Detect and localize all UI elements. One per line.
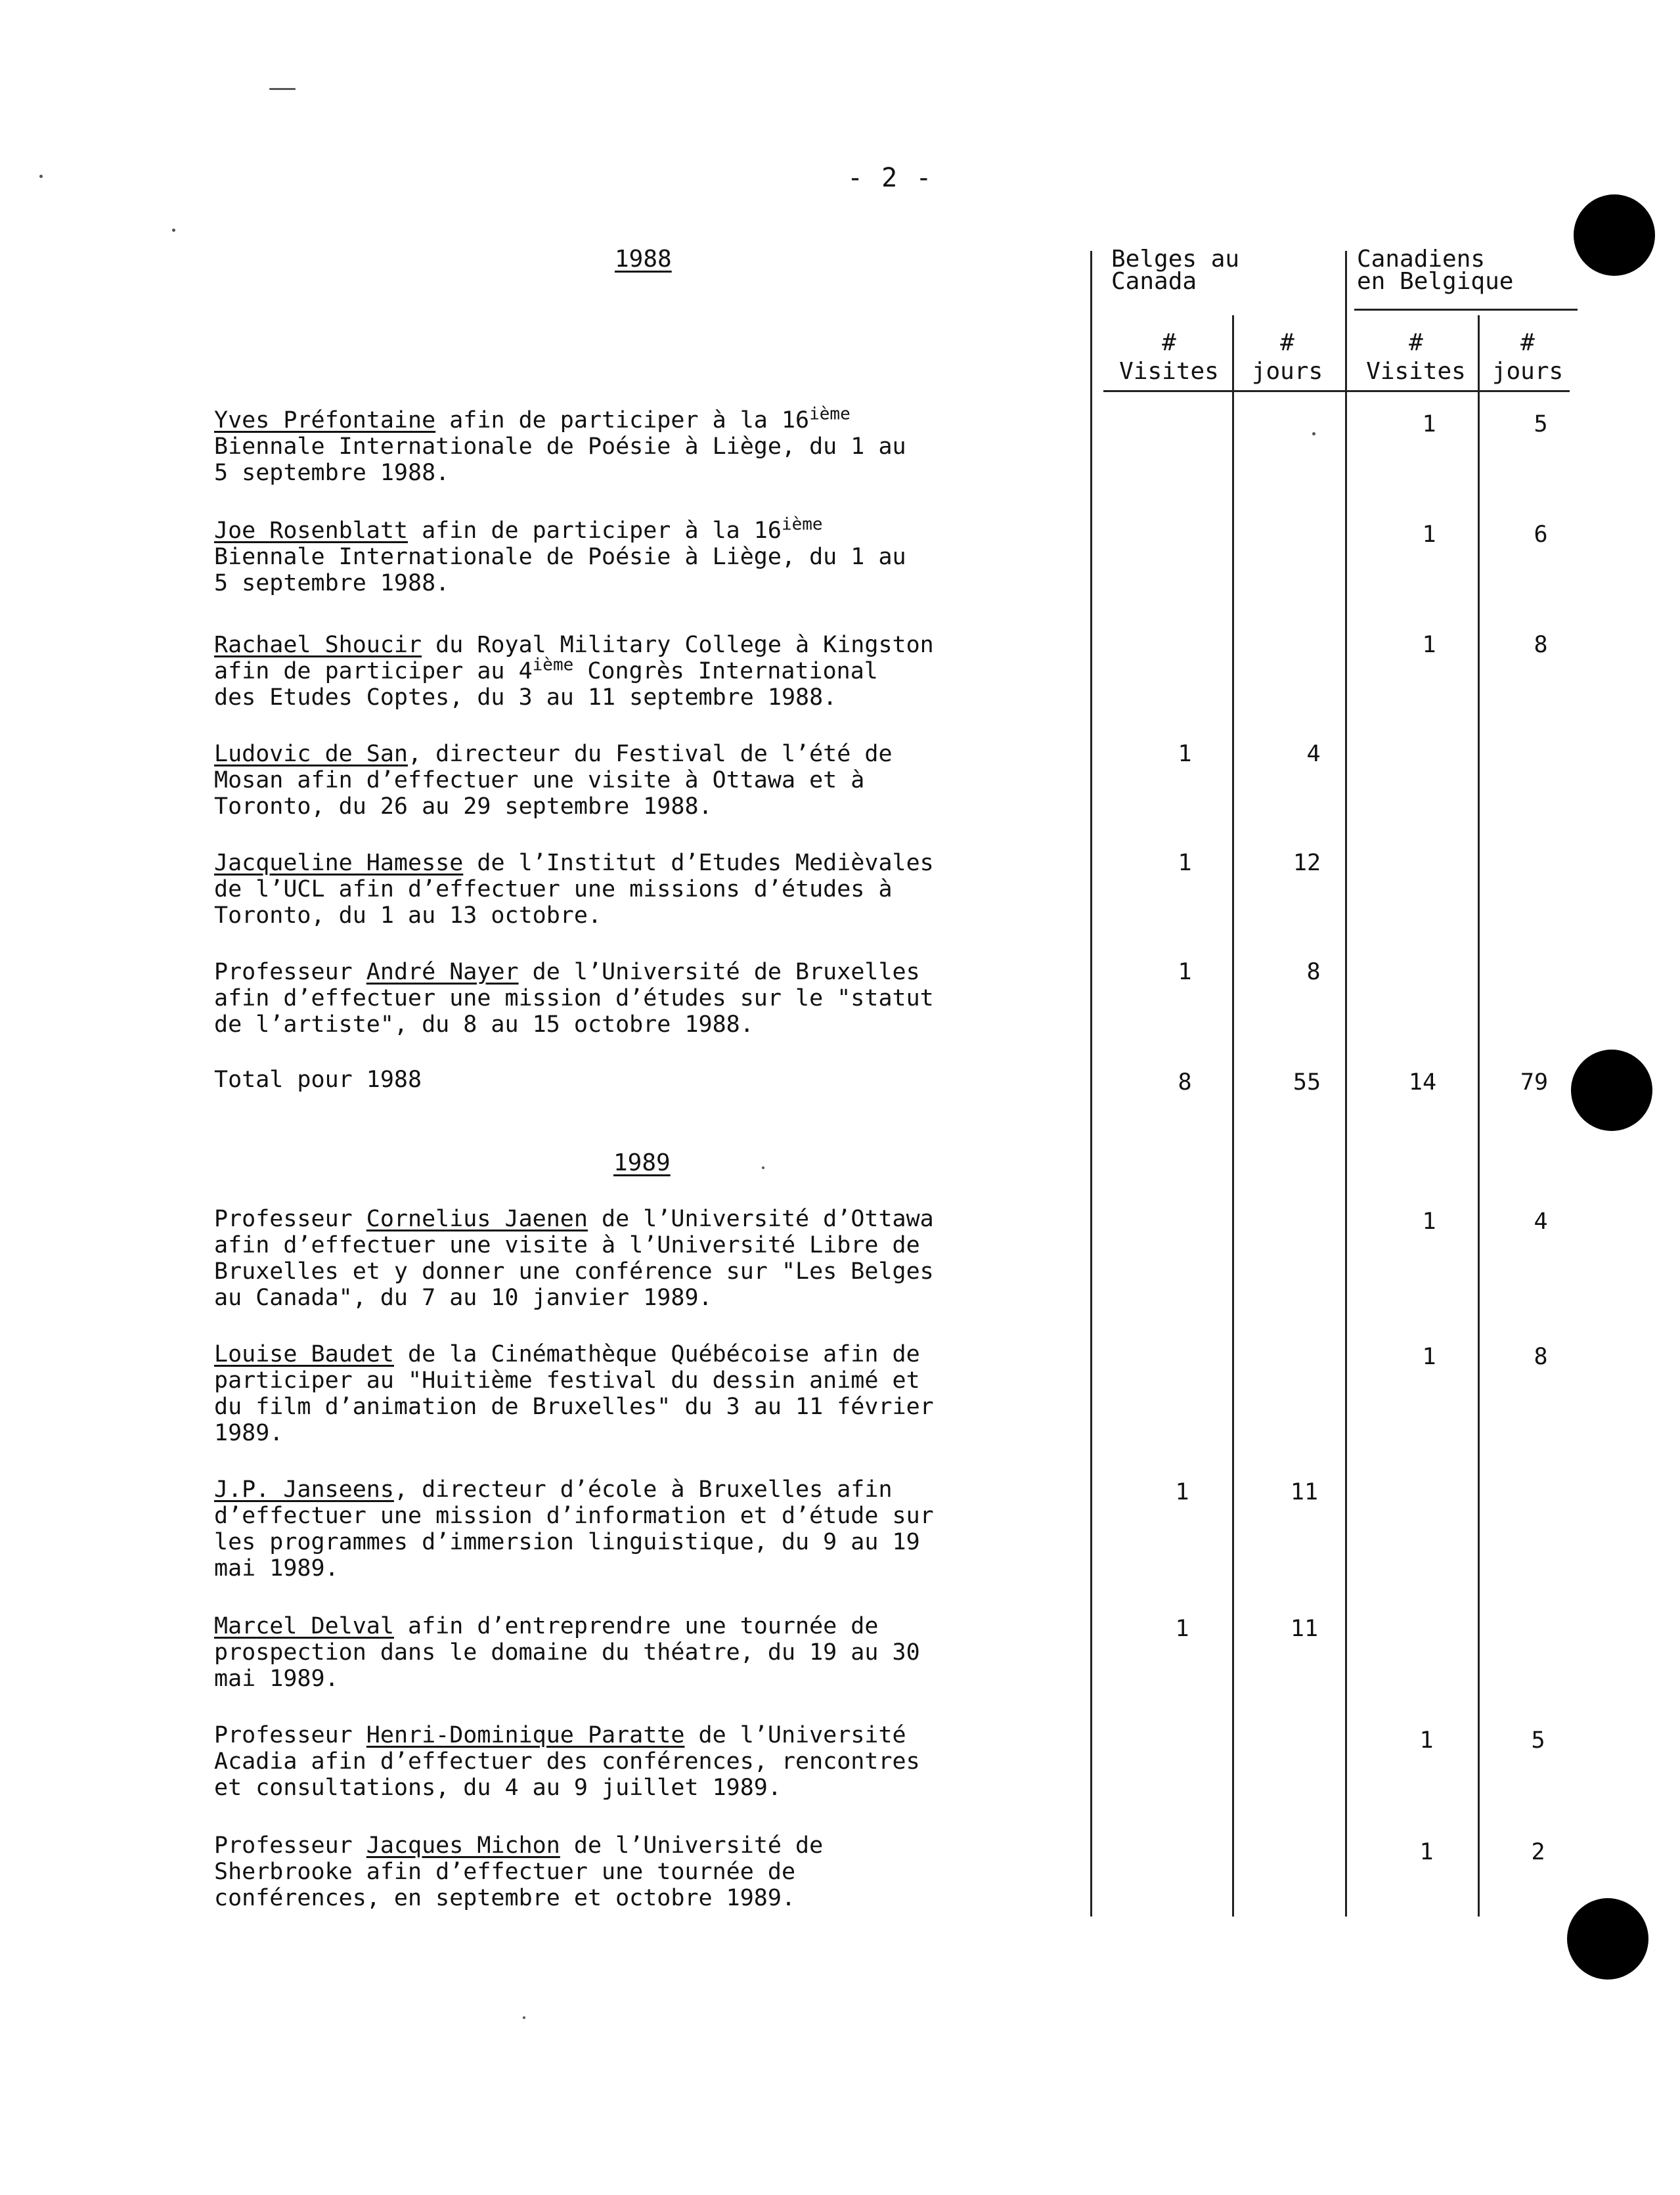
entry-1988-4 — [214, 741, 1088, 820]
header-canadiens-en-belgique: Canadiens en Belgique — [1357, 246, 1514, 295]
entry-1988-4-bc-visits: 1 — [1178, 741, 1192, 767]
entry-person-name: Ludovic de San — [214, 741, 409, 767]
entry-person-name: Yves Préfontaine — [214, 407, 436, 433]
year-heading-1989: 1989 — [613, 1149, 671, 1176]
year-heading-1988: 1988 — [615, 246, 672, 273]
entry-person-name: J.P. Janseens — [214, 1476, 394, 1503]
entry-person-name: Louise Baudet — [214, 1341, 394, 1367]
page-number: - 2 - — [847, 163, 933, 193]
entry-1988-6 — [214, 959, 1088, 1038]
entry-1989-5-cb-days: 5 — [1531, 1727, 1545, 1754]
entry-1988-5-bc-visits: 1 — [1178, 850, 1192, 876]
entry-prefix: Professeur — [214, 1832, 366, 1859]
entry-text: de l’Université de Sherbrooke afin d’effectuer une tournée de conférences, en septembre et octobre 1989. — [214, 1832, 824, 1911]
entry-rest: Biennale Internationale de Poésie à Liège, du 1 au 5 septembre 1988. — [214, 544, 906, 596]
entry-1989-2-cb-days: 8 — [1534, 1344, 1548, 1370]
entry-text: de l’Université d’Ottawa afin d’effectuer une visite à l’Université Libre de Bruxelles et y donner une conférence sur "Les Belges au Canada", du 7 au 10 janvier 1989. — [214, 1206, 934, 1311]
entry-1989-4-bc-days: 11 — [1290, 1616, 1319, 1642]
binder-hole-bottom — [1567, 1898, 1648, 1980]
entry-1989-5 — [214, 1722, 1088, 1801]
entry-1989-6-cb-days: 2 — [1531, 1839, 1545, 1865]
entry-superscript: ième — [809, 404, 851, 424]
entry-1988-3 — [214, 632, 1088, 711]
binder-hole-middle — [1571, 1050, 1652, 1131]
header-bc-days: # jours — [1251, 329, 1323, 385]
entry-text: de l’Institut d’Etudes Medièvales de l’UCL afin d’effectuer une missions d’études à Toronto, du 1 au 13 octobre. — [214, 850, 934, 929]
scan-speck — [269, 88, 296, 90]
entry-1989-1-cb-visits: 1 — [1422, 1208, 1436, 1235]
entry-text: de l’Université Acadia afin d’effectuer des conférences, rencontres et consultations, du 4 au 9 juillet 1989. — [214, 1722, 920, 1801]
entry-1989-2 — [214, 1341, 1088, 1446]
entry-1989-2-cb-visits: 1 — [1422, 1344, 1436, 1370]
entry-1989-6 — [214, 1832, 1088, 1911]
entry-prefix: Professeur — [214, 959, 366, 985]
entry-rest: Congrès International des Etudes Coptes, du 3 au 11 septembre 1988. — [214, 658, 878, 711]
scan-speck — [1312, 432, 1315, 435]
entry-text: du Royal Military College à Kingston afin de participer au 4 — [214, 632, 934, 684]
entry-1988-5 — [214, 850, 1088, 929]
entry-person-name: Jacques Michon — [366, 1832, 560, 1859]
entry-1988-2-cb-visits: 1 — [1422, 521, 1436, 548]
entry-text: , directeur d’école à Bruxelles afin d’effectuer une mission d’information et d’étude sur les programmes d’immersion linguistique, du 9 au 19 mai 1989. — [214, 1476, 934, 1582]
binder-hole-top — [1574, 194, 1655, 276]
table-rule-cb-days — [1478, 315, 1480, 1917]
entry-person-name: André Nayer — [366, 959, 519, 985]
entry-1988-2 — [214, 514, 1088, 596]
entry-person-name: Joe Rosenblatt — [214, 518, 409, 544]
scan-speck — [39, 175, 43, 178]
entry-1989-4-bc-visits: 1 — [1175, 1616, 1189, 1642]
entry-text: , directeur du Festival de l’été de Mosan afin d’effectuer une visite à Ottawa et à Toronto, du 26 au 29 septembre 1988. — [214, 741, 893, 820]
entry-text: afin de participer à la 16 — [408, 518, 782, 544]
entry-1988-3-cb-visits: 1 — [1422, 632, 1436, 658]
entry-1988-6-bc-days: 8 — [1306, 959, 1321, 985]
entry-1988-4-bc-days: 4 — [1306, 741, 1321, 767]
entry-1989-1 — [214, 1206, 1088, 1311]
entry-1989-1-cb-days: 4 — [1534, 1208, 1548, 1235]
entry-1989-3 — [214, 1476, 1088, 1582]
scan-speck — [762, 1166, 764, 1169]
entry-1988-5-bc-days: 12 — [1293, 850, 1321, 876]
entry-text: afin d’entreprendre une tournée de prospection dans le domaine du théatre, du 19 au 30 mai 1989. — [214, 1613, 920, 1692]
entry-1989-3-bc-days: 11 — [1290, 1479, 1319, 1505]
entry-1989-4 — [214, 1613, 1088, 1692]
table-rule-header-top-right — [1354, 309, 1578, 311]
total-1988-bc-days: 55 — [1293, 1069, 1321, 1096]
entry-1989-3-bc-visits: 1 — [1175, 1479, 1189, 1505]
entry-text: afin de participer à la 16 — [435, 407, 810, 433]
entry-1989-6-cb-visits: 1 — [1419, 1839, 1434, 1865]
entry-1988-6-bc-visits: 1 — [1178, 959, 1192, 985]
table-rule-left — [1090, 251, 1092, 1917]
total-1988-cb-days: 79 — [1520, 1069, 1549, 1096]
entry-1988-1-cb-days: 5 — [1534, 411, 1548, 437]
entry-text: de l’Université de Bruxelles afin d’effectuer une mission d’études sur le "statut de l’artiste", du 8 au 15 octobre 1988. — [214, 959, 934, 1038]
header-cb-days: # jours — [1492, 329, 1564, 385]
entry-superscript: ième — [781, 514, 823, 535]
entry-1988-1-cb-visits: 1 — [1422, 411, 1436, 437]
table-rule-header-bottom — [1103, 390, 1570, 392]
entry-rest: Biennale Internationale de Poésie à Liège, du 1 au 5 septembre 1988. — [214, 433, 906, 486]
entry-prefix: Professeur — [214, 1206, 366, 1232]
total-1988-label: Total pour 1988 — [214, 1067, 422, 1093]
scan-speck — [523, 2016, 525, 2019]
entry-person-name: Henri-Dominique Paratte — [366, 1722, 685, 1748]
entry-person-name: Rachael Shoucir — [214, 632, 422, 658]
entry-1988-1 — [214, 404, 1088, 486]
entry-person-name: Jacqueline Hamesse — [214, 850, 464, 876]
header-cb-visits: # Visites — [1366, 329, 1466, 385]
total-1988-bc-visits: 8 — [1178, 1069, 1192, 1096]
entry-1989-5-cb-visits: 1 — [1419, 1727, 1434, 1754]
entry-superscript: ième — [532, 655, 574, 675]
scan-speck — [172, 229, 175, 232]
table-rule-bc-days — [1232, 315, 1234, 1917]
header-bc-visits: # Visites — [1119, 329, 1219, 385]
entry-person-name: Cornelius Jaenen — [366, 1206, 588, 1232]
entry-1988-2-cb-days: 6 — [1534, 521, 1548, 548]
entry-prefix: Professeur — [214, 1722, 366, 1748]
total-1988-cb-visits: 14 — [1408, 1069, 1437, 1096]
entry-person-name: Marcel Delval — [214, 1613, 394, 1639]
entry-1988-3-cb-days: 8 — [1534, 632, 1548, 658]
entry-text: de la Cinémathèque Québécoise afin de participer au "Huitième festival du dessin animé et du film d’animation de Bruxelles" du 3 au 11 février 1989. — [214, 1341, 934, 1446]
header-belges-au-canada: Belges au Canada — [1111, 246, 1240, 295]
